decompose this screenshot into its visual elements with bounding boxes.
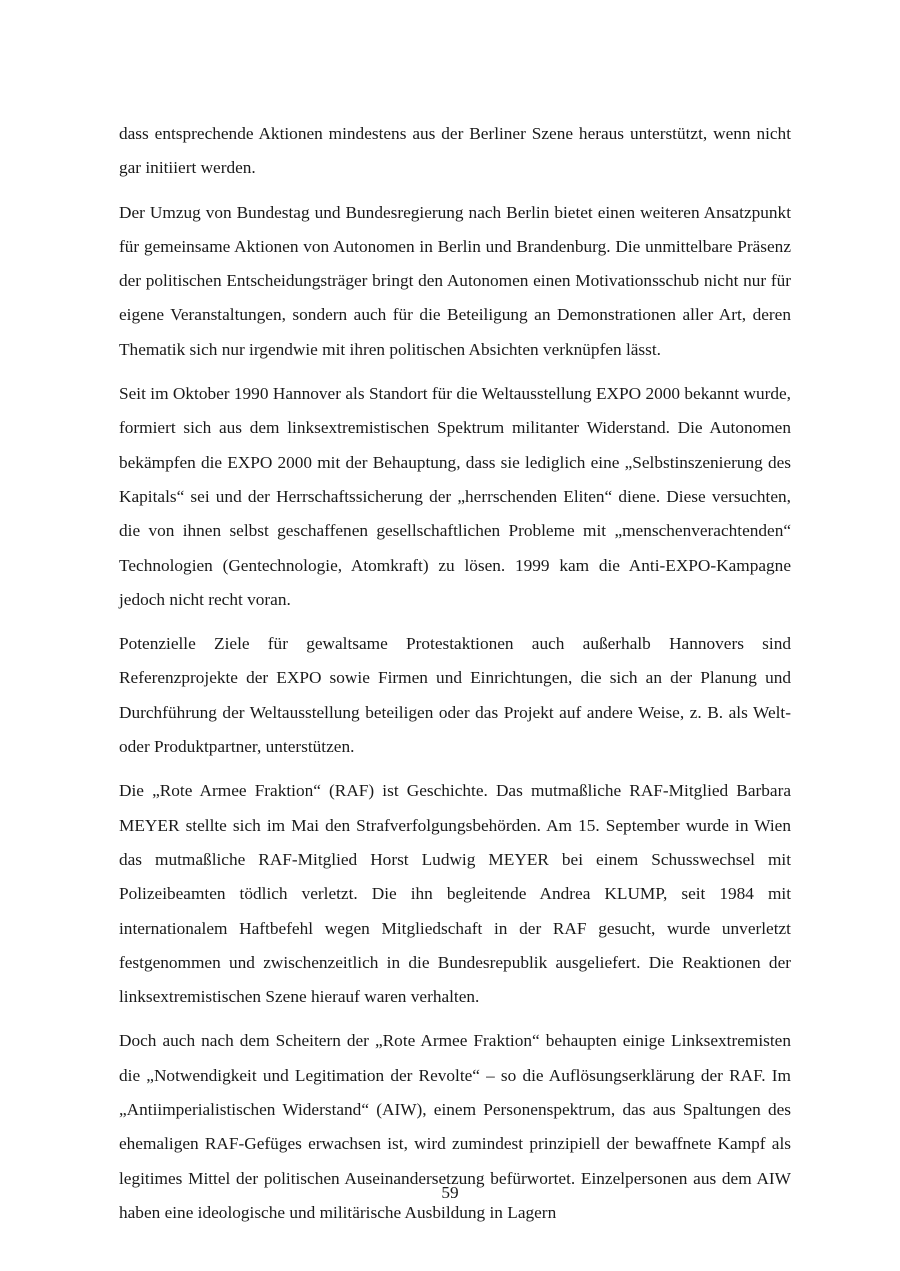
- paragraph-2: Der Umzug von Bundestag und Bundesregierung nach Berlin bietet einen weiteren Ansatzpunkt für gemeinsame Aktionen von Autonomen in Berlin und Brandenburg. Die unmittelbare Präsenz der politischen Entscheidungsträger bringt den Autonomen einen Motivationsschub nicht nur für eigene Veranstaltungen, sondern auch für die Beteiligung an Demonstrationen aller Art, deren Thematik sich nur irgendwie mit ihren politischen Absichten verknüpfen lässt.: [119, 202, 791, 359]
- paragraph-6: Doch auch nach dem Scheitern der „Rote Armee Fraktion“ behaupten einige Linksextremisten die „Notwendigkeit und Legitimation der Revolte“ – so die Auflösungserklärung der RAF. Im „Antiimperialistischen Widerstand“ (AIW), einem Personenspektrum, das aus Spaltungen des ehemaligen RAF-Gefüges erwachsen ist, wird zumindest prinzipiell der bewaffnete Kampf als legitimes Mittel der politischen Auseinandersetzung befürwortet. Einzelpersonen aus dem AIW haben eine ideologische und militärische Ausbildung in Lagern: [119, 1031, 791, 1222]
- body-text: [119, 117, 791, 1240]
- page-number: 59: [441, 1183, 459, 1202]
- paragraph-4: Potenzielle Ziele für gewaltsame Protestaktionen auch außerhalb Hannovers sind Referenzprojekte der EXPO sowie Firmen und Einrichtungen, die sich an der Planung und Durchführung der Weltausstellung beteiligen oder das Projekt auf andere Weise, z. B. als Welt- oder Produktpartner, unterstützen.: [119, 634, 791, 757]
- paragraph-1: dass entsprechende Aktionen mindestens aus der Berliner Szene heraus unterstützt, wenn nicht gar initiiert werden.: [119, 124, 791, 178]
- paragraph-3: Seit im Oktober 1990 Hannover als Standort für die Weltausstellung EXPO 2000 bekannt wurde, formiert sich aus dem linksextremistischen Spektrum militanter Widerstand. Die Autonomen bekämpfen die EXPO 2000 mit der Behauptung, dass sie lediglich eine „Selbstinszenierung des Kapitals“ sei und der Herrschaftssicherung der „herrschenden Eliten“ diene. Diese versuchten, die von ihnen selbst geschaffenen gesellschaftlichen Probleme mit „menschenverachtenden“ Technologien (Gentechnologie, Atomkraft) zu lösen. 1999 kam die Anti-EXPO-Kampagne jedoch nicht recht voran.: [119, 384, 791, 609]
- paragraph-5: Die „Rote Armee Fraktion“ (RAF) ist Geschichte. Das mutmaßliche RAF-Mitglied Barbara MEYER stellte sich im Mai den Strafverfolgungsbehörden. Am 15. September wurde in Wien das mutmaßliche RAF-Mitglied Horst Ludwig MEYER bei einem Schusswechsel mit Polizeibeamten tödlich verletzt. Die ihn begleitende Andrea KLUMP, seit 1984 mit internationalem Haftbefehl wegen Mitgliedschaft in der RAF gesucht, wurde unverletzt festgenommen und zwischenzeitlich in die Bundesrepublik ausgeliefert. Die Reaktionen der linksextremistischen Szene hierauf waren verhalten.: [119, 781, 791, 1007]
